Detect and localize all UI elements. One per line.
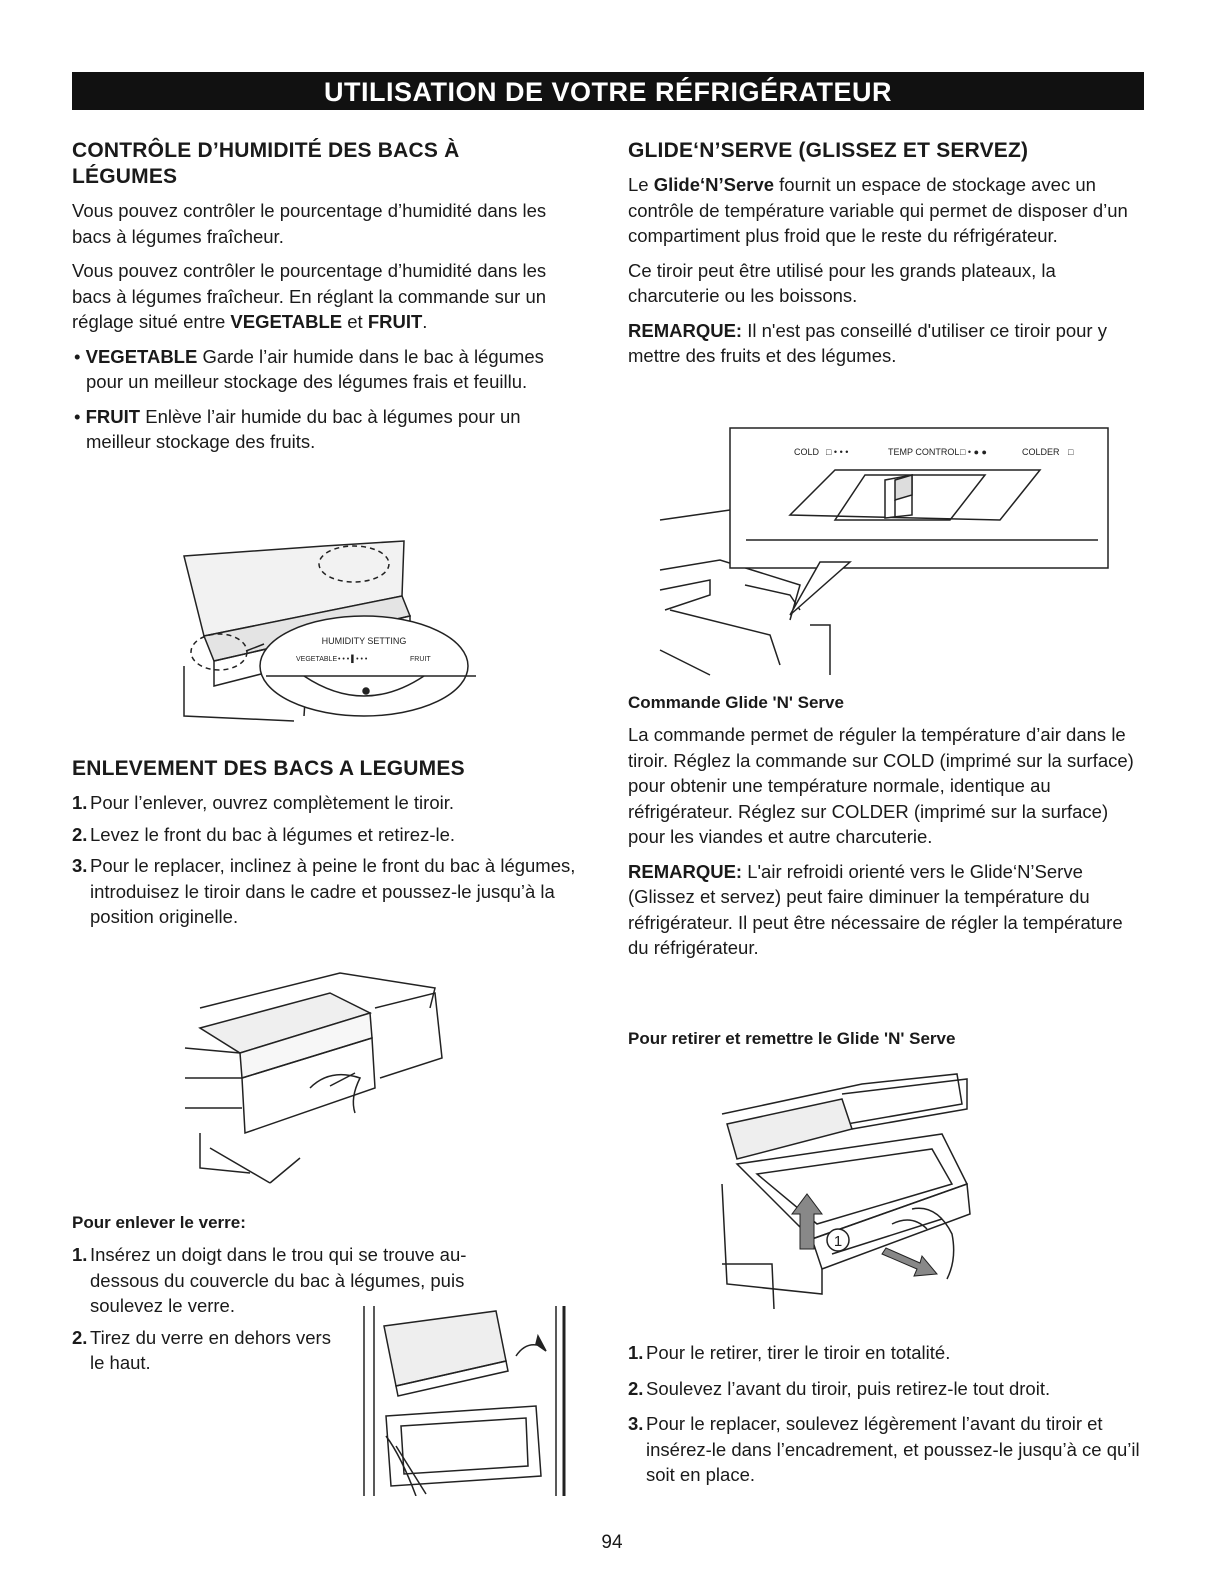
page-banner-title: UTILISATION DE VOTRE RÉFRIGÉRATEUR <box>72 72 1144 110</box>
glide-control-note: REMARQUE: L'air refroidi orienté vers le Glide‘N’Serve (Glissez et servez) peut faire diminuer la température du réfrigérateur. Il peut être nécessaire de régler la température du réfrigérateur. <box>628 860 1123 958</box>
temp-control-label: TEMP CONTROL <box>888 447 960 457</box>
glide-serve-section-title: GLIDE‘N’SERVE (GLISSEZ ET SERVEZ) <box>628 139 1029 162</box>
humidity-setting-label: HUMIDITY SETTING <box>321 636 407 646</box>
glide-drawer-drawing <box>712 1064 978 1320</box>
svg-text:□ • ● ●: □ • ● ● <box>960 447 987 457</box>
svg-text:□ • • •: □ • • • <box>826 447 849 457</box>
humidity-drawer-drawing <box>174 526 482 726</box>
crisper-drawer-illustration <box>180 968 450 1190</box>
glide-removal-section <box>628 1028 1148 1058</box>
list-item: 1. Pour l’enlever, ouvrez complètement le tiroir. <box>72 792 455 813</box>
glide-serve-note: REMARQUE: Il n'est pas conseillé d'utiliser ce tiroir pour y mettre des fruits et des légumes. <box>628 319 1107 366</box>
list-item: 3. Pour le replacer, soulevez légèrement l’avant du tiroir et insérez-le dans l’encadrement, et poussez-le jusqu’à ce qu’il soit en place. <box>628 1413 1140 1485</box>
glass-cover-drawing <box>356 1306 572 1496</box>
humidity-section-title: CONTRÔLE D’HUMIDITÉ DES BACS À LÉGUMES <box>72 139 460 188</box>
left-column <box>72 138 584 464</box>
fruit-bullet: • FRUIT Enlève l’air humide du bac à légumes pour un meilleur stockage des fruits. <box>74 405 521 452</box>
glide-removal-steps <box>628 1340 1148 1488</box>
glide-control-section <box>628 692 1148 970</box>
glide-control-paragraph: La commande permet de réguler la température d’air dans le tiroir. Réglez la commande sur COLD (imprimé sur la surface) pour obtenir une température normale, identique au réfrigérateur. Réglez sur COLDER (imprimé sur la surface) pour les viandes et autre charcuterie. <box>628 724 1134 847</box>
colder-label: COLDER <box>1022 447 1060 457</box>
humidity-scale-right: FRUIT <box>410 656 431 663</box>
humidity-crisper-illustration <box>174 526 482 726</box>
temp-control-drawing <box>650 420 1112 682</box>
crisper-removal-section <box>72 756 584 936</box>
humidity-paragraph-2: Vous pouvez contrôler le pourcentage d’humidité dans les bacs à légumes fraîcheur. En réglant la commande sur un réglage situé entre VEGETABLE et FRUIT. <box>72 260 547 332</box>
svg-text:□: □ <box>1068 447 1074 457</box>
temp-control-illustration <box>650 420 1112 682</box>
step-1-marker: 1 <box>833 1233 843 1250</box>
vegetable-bullet: • VEGETABLE Garde l’air humide dans le bac à légumes pour un meilleur stockage des légumes frais et feuillu. <box>74 345 544 392</box>
glide-serve-paragraph-2: Ce tiroir peut être utilisé pour les grands plateaux, la charcuterie ou les boissons. <box>628 259 1056 306</box>
list-item: 2. Soulevez l’avant du tiroir, puis retirez-le tout droit. <box>628 1377 1051 1399</box>
svg-text:• • • ▌• • •: • • • ▌• • • <box>338 656 368 663</box>
list-item: 1. Insérez un doigt dans le trou qui se trouve au-dessous du couvercle du bac à légumes, puis soulevez le verre. <box>72 1244 467 1316</box>
glide-control-title: Commande Glide 'N' Serve <box>628 693 844 712</box>
humidity-paragraph-1: Vous pouvez contrôler le pourcentage d’humidité dans les bacs à légumes fraîcheur. <box>72 200 547 247</box>
glide-removal-steps-container <box>628 1340 1148 1494</box>
glass-cover-illustration <box>356 1306 572 1496</box>
page-number: 94 <box>601 1532 623 1553</box>
crisper-removal-title: ENLEVEMENT DES BACS A LEGUMES <box>72 757 465 780</box>
crisper-drawer-drawing <box>180 968 450 1190</box>
list-item: 2. Levez le front du bac à légumes et retirez-le. <box>72 823 456 845</box>
glide-removal-title: Pour retirer et remettre le Glide 'N' Serve <box>628 1029 956 1048</box>
cold-label: COLD <box>794 447 820 457</box>
glide-serve-paragraph-1: Le Glide‘N’Serve fournit un espace de stockage avec un contrôle de température variable qui permet de disposer d’un compartiment plus froid que le reste du réfrigérateur. <box>628 174 1128 246</box>
right-column <box>628 138 1148 378</box>
list-item: 2. Tirez du verre en dehors vers le haut. <box>72 1326 331 1373</box>
glass-removal-title: Pour enlever le verre: <box>72 1213 246 1232</box>
list-item: 3. Pour le replacer, inclinez à peine le front du bac à légumes, introduisez le tiroir dans le cadre et poussez-le jusqu’à la position originelle. <box>72 855 576 927</box>
list-item: 1. Pour le retirer, tirer le tiroir en totalité. <box>628 1342 951 1363</box>
glide-drawer-illustration <box>712 1064 978 1320</box>
crisper-removal-steps <box>72 790 584 930</box>
humidity-scale-left: VEGETABLE <box>296 656 338 663</box>
